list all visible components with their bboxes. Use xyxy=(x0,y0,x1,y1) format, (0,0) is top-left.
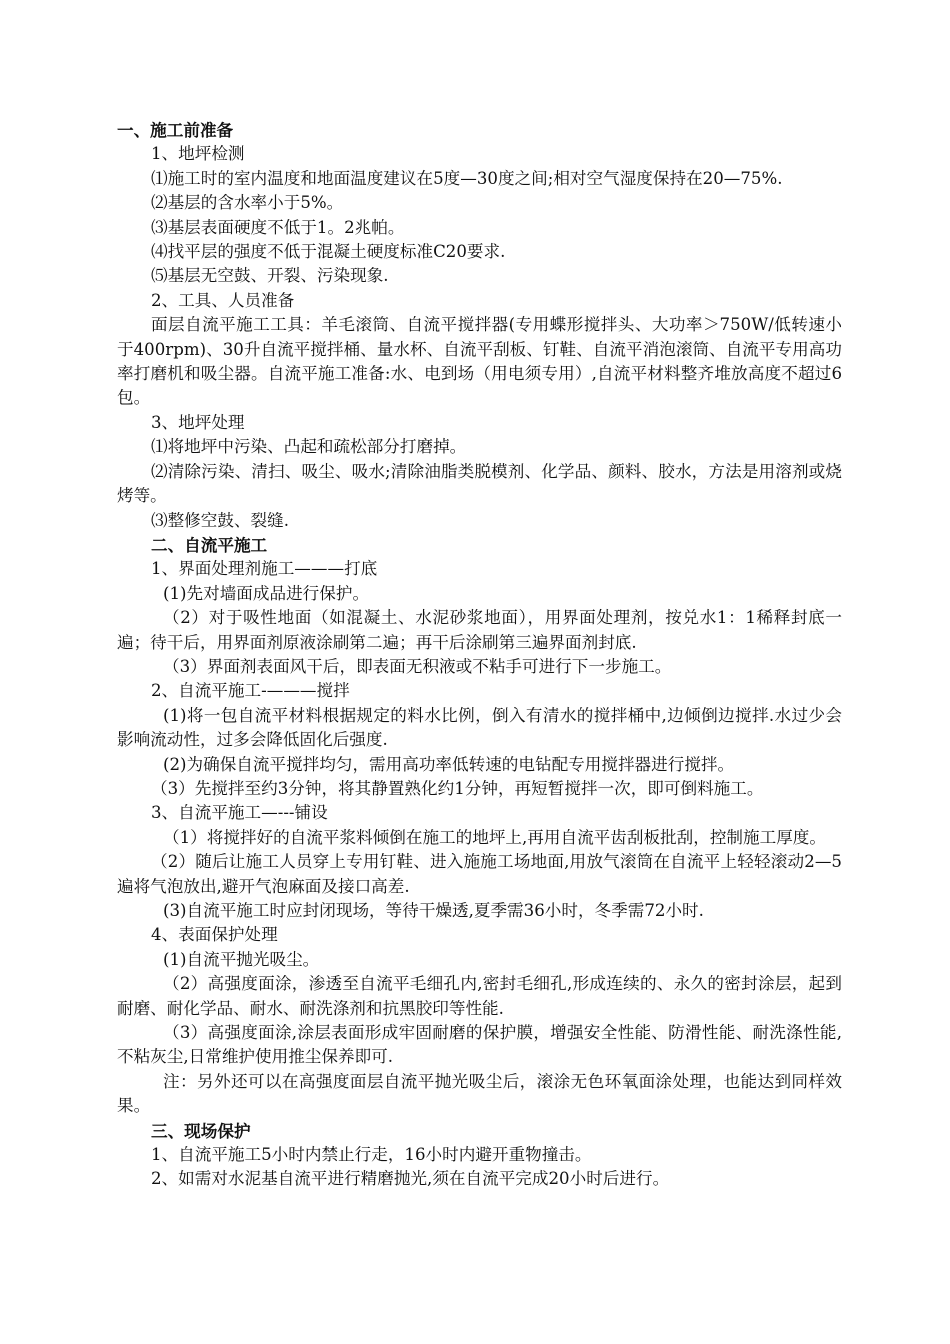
section-heading-3: 三、现场保护 xyxy=(151,1120,251,1141)
paragraph: （2）对于吸性地面（如混凝土、水泥砂浆地面），用界面处理剂，按兑水1：1稀释封底一遍；待干后，用界面剂原液涂刷第二遍；再干后涂刷第三遍界面剂封底. xyxy=(117,608,842,652)
paragraph: （1）将搅拌好的自流平浆料倾倒在施工的地坪上,再用自流平齿刮板批刮，控制施工厚度。 xyxy=(163,827,826,847)
paragraph: （2）随后让施工人员穿上专用钉鞋、进入施施工场地面,用放气滚筒在自流平上轻轻滚动2—5遍将气泡放出,避开气泡麻面及接口高差. xyxy=(117,852,842,896)
paragraph: ⑸基层无空鼓、开裂、污染现象. xyxy=(151,266,389,286)
paragraph: （2）高强度面涂，渗透至自流平毛细孔内,密封毛细孔,形成连续的、永久的密封涂层，起到耐磨、耐化学品、耐水、耐洗涤剂和抗黑胶印等性能. xyxy=(117,974,842,1018)
paragraph: （3）先搅拌至约3分钟，将其静置熟化约1分钟，再短暂搅拌一次，即可倒料施工。 xyxy=(151,778,764,798)
paragraph: (1)先对墙面成品进行保护。 xyxy=(163,583,370,603)
section-heading-1: 一、施工前准备 xyxy=(117,120,234,140)
paragraph: （3）界面剂表面风干后，即表面无积液或不粘手可进行下一步施工。 xyxy=(163,656,672,676)
paragraph: ⑵基层的含水率小于5%。 xyxy=(151,193,344,213)
paragraph: (1)将一包自流平材料根据规定的料水比例，倒入有清水的搅拌桶中,边倾倒边搅拌.水过少会影响流动性，过多会降低固化后强度. xyxy=(117,705,842,750)
paragraph: ⑵清除污染、清扫、吸尘、吸水;清除油脂类脱模剂、化学品、颜料、胶水，方法是用溶剂或烧烤等。 xyxy=(117,461,842,506)
paragraph: ⑴施工时的室内温度和地面温度建议在5度—30度之间;相对空气湿度保持在20—75%. xyxy=(151,168,783,188)
paragraph: (3)自流平施工时应封闭现场，等待干燥透,夏季需36小时，冬季需72小时. xyxy=(163,901,704,920)
subsection-heading: 3、地坪处理 xyxy=(151,412,245,432)
paragraph: ⑶整修空鼓、裂缝. xyxy=(151,510,290,530)
subsection-heading: 3、自流平施工—---铺设 xyxy=(151,803,328,823)
paragraph: 面层自流平施工工具：羊毛滚筒、自流平搅拌器(专用蝶形搅拌头、大功率＞750W/低转速小于400rpm)、30升自流平搅拌桶、量水杯、自流平刮板、钉鞋、自流平消泡滚筒、自流平专用高功率打磨机和吸尘器。自流平施工准备:水、电到场（用电须专用）,自流平材料整齐堆放高度不超过6包。 xyxy=(117,315,842,408)
paragraph: ⑷找平层的强度不低于混凝土硬度标准C20要求. xyxy=(151,242,506,262)
paragraph: ⑴将地坪中污染、凸起和疏松部分打磨掉。 xyxy=(151,437,467,457)
paragraph: 1、自流平施工5小时内禁止行走，16小时内避开重物撞击。 xyxy=(151,1145,592,1165)
subsection-heading: 1、界面处理剂施工———打底 xyxy=(151,559,378,579)
paragraph: ⑶基层表面硬度不低于1。2兆帕。 xyxy=(151,217,405,237)
subsection-heading: 2、自流平施工-———搅拌 xyxy=(151,681,350,701)
document-page xyxy=(117,118,842,1192)
subsection-heading: 1、地坪检测 xyxy=(151,144,245,164)
section-heading-2: 二、自流平施工 xyxy=(151,534,268,555)
note-paragraph: 注：另外还可以在高强度面层自流平抛光吸尘后，滚涂无色环氧面涂处理，也能达到同样效果。 xyxy=(117,1071,842,1116)
subsection-heading: 2、工具、人员准备 xyxy=(151,290,295,310)
subsection-heading: 4、表面保护处理 xyxy=(151,925,278,945)
paragraph: （3）高强度面涂,涂层表面形成牢固耐磨的保护膜，增强安全性能、防滑性能、耐洗涤性能,不粘灰尘,日常维护使用推尘保养即可. xyxy=(117,1023,842,1067)
paragraph: (1)自流平抛光吸尘。 xyxy=(163,949,320,969)
paragraph: (2)为确保自流平搅拌均匀，需用高功率低转速的电钻配专用搅拌器进行搅拌。 xyxy=(163,754,735,774)
paragraph: 2、如需对水泥基自流平进行精磨抛光,须在自流平完成20小时后进行。 xyxy=(151,1169,670,1189)
